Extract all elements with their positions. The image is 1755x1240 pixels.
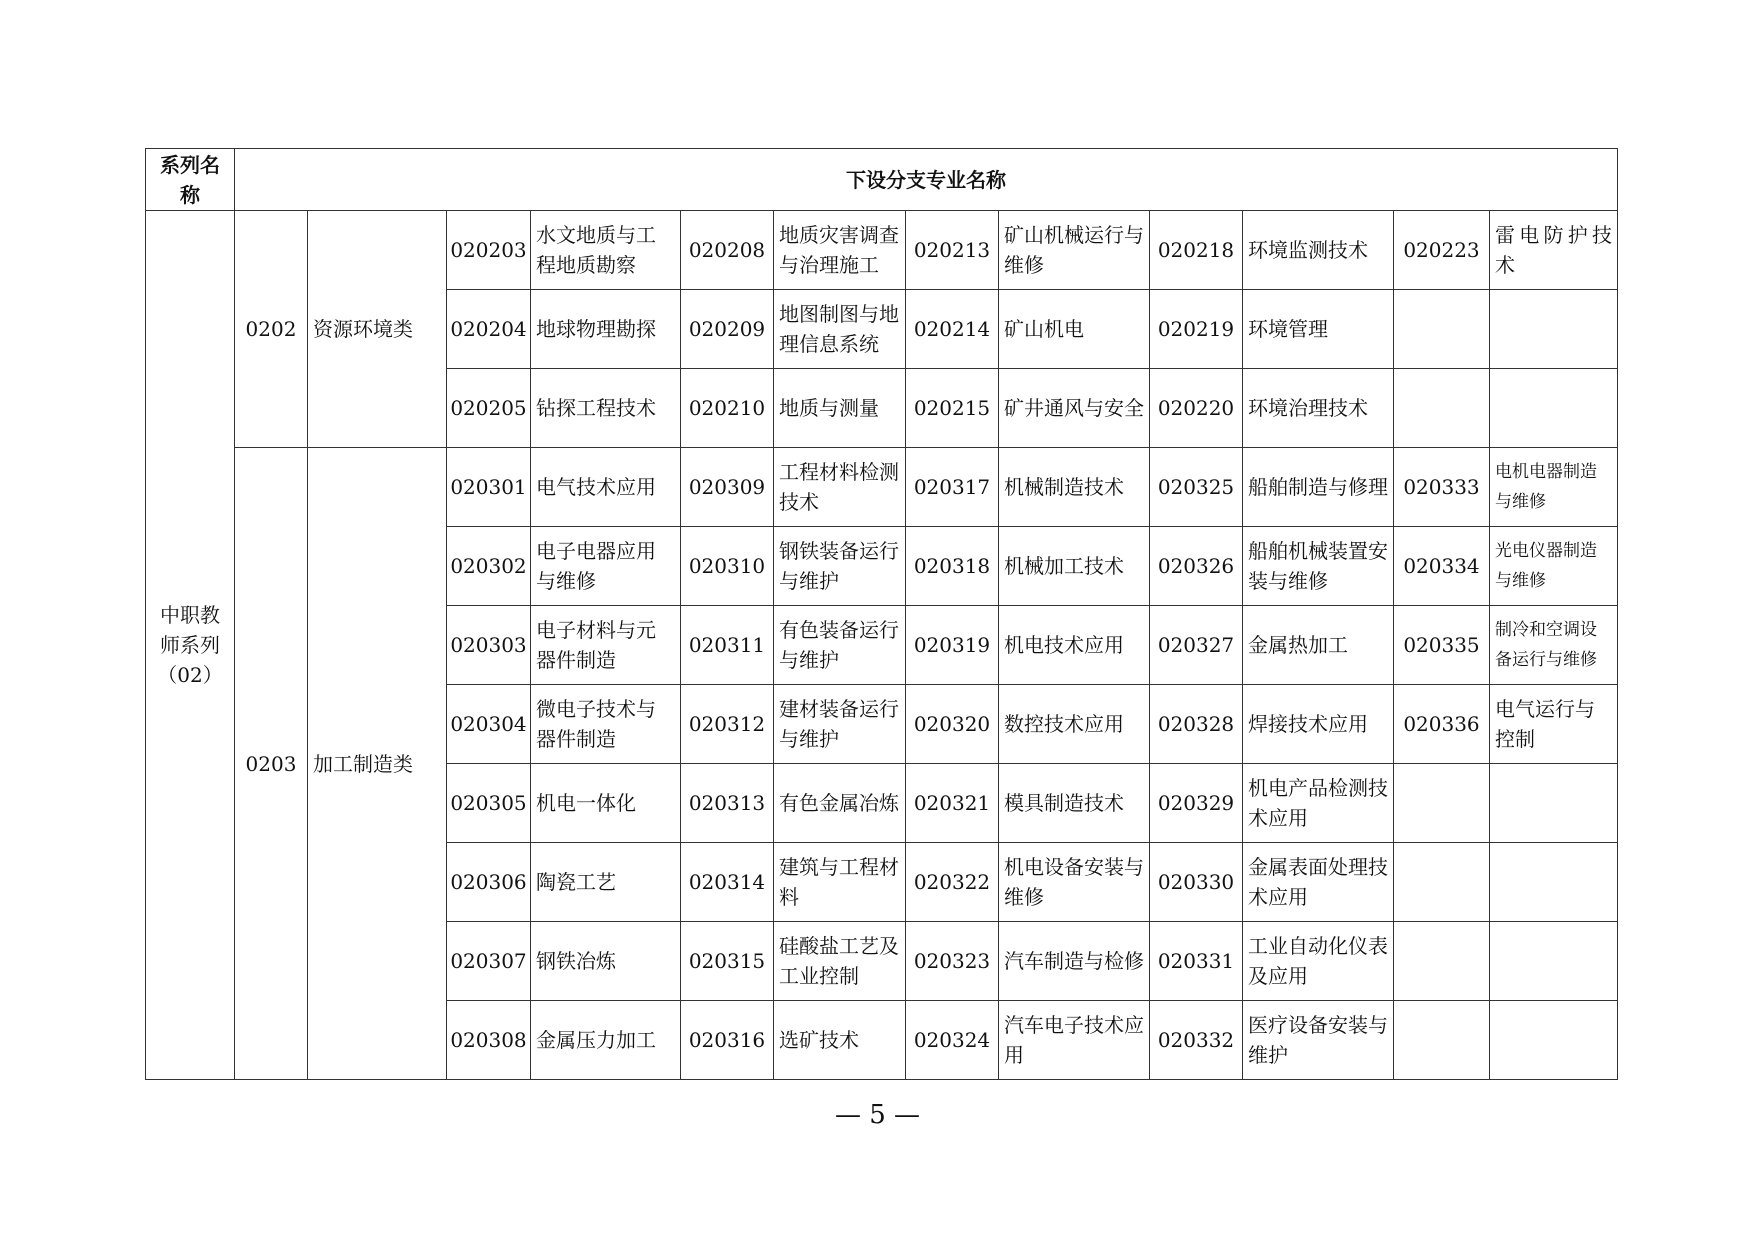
specialty-code-cell: 020203	[447, 211, 531, 290]
specialty-code-cell: 020318	[906, 527, 999, 606]
specialty-code-cell: 020303	[447, 606, 531, 685]
specialty-name-cell: 有色金属冶炼	[774, 764, 906, 843]
specialty-code-cell: 020324	[906, 1001, 999, 1080]
specialty-code-cell: 020301	[447, 448, 531, 527]
specialty-code-cell: 020312	[681, 685, 774, 764]
specialty-name-cell: 水文地质与工程地质勘察	[531, 211, 681, 290]
specialty-code-cell: 020205	[447, 369, 531, 448]
specialty-code-cell: 020325	[1150, 448, 1243, 527]
specialty-code-cell: 020329	[1150, 764, 1243, 843]
specialty-code-cell: 020334	[1394, 527, 1490, 606]
specialty-name-cell: 机电产品检测技术应用	[1243, 764, 1394, 843]
specialty-code-cell: 020323	[906, 922, 999, 1001]
page-number: — 5 —	[834, 1100, 921, 1130]
specialty-code-cell: 020308	[447, 1001, 531, 1080]
specialty-name-cell: 雷电防护技术	[1490, 211, 1618, 290]
specialty-code-cell: 020214	[906, 290, 999, 369]
specialty-code-cell: 020335	[1394, 606, 1490, 685]
category-name-cell: 资源环境类	[308, 211, 447, 448]
specialty-code-cell: 020215	[906, 369, 999, 448]
specialty-code-cell: 020208	[681, 211, 774, 290]
branch-header: 下设分支专业名称	[235, 149, 1618, 211]
specialty-name-cell: 制冷和空调设备运行与维修	[1490, 606, 1618, 685]
specialty-name-cell: 建材装备运行与维护	[774, 685, 906, 764]
specialty-code-cell: 020302	[447, 527, 531, 606]
specialty-name-cell: 环境管理	[1243, 290, 1394, 369]
category-code-cell: 0202	[235, 211, 308, 448]
specialty-name-cell: 钻探工程技术	[531, 369, 681, 448]
specialty-name-cell: 电气技术应用	[531, 448, 681, 527]
specialty-name-cell: 汽车电子技术应用	[999, 1001, 1150, 1080]
category-name-cell: 加工制造类	[308, 448, 447, 1080]
specialty-name-cell: 矿山机电	[999, 290, 1150, 369]
header-row	[146, 149, 1618, 211]
specialty-name-cell: 地图制图与地理信息系统	[774, 290, 906, 369]
specialty-code-cell: 020333	[1394, 448, 1490, 527]
specialty-code-cell: 020220	[1150, 369, 1243, 448]
specialty-code-cell: 020332	[1150, 1001, 1243, 1080]
specialty-code-cell: 020304	[447, 685, 531, 764]
specialty-code-cell: 020306	[447, 843, 531, 922]
specialty-name-cell: 工业自动化仪表及应用	[1243, 922, 1394, 1001]
specialty-name-cell: 钢铁冶炼	[531, 922, 681, 1001]
specialty-name-cell: 建筑与工程材料	[774, 843, 906, 922]
specialty-name-cell: 地质与测量	[774, 369, 906, 448]
specialty-name-cell: 地球物理勘探	[531, 290, 681, 369]
specialty-name-cell	[1490, 922, 1618, 1001]
specialty-code-cell: 020311	[681, 606, 774, 685]
specialty-code-cell: 020209	[681, 290, 774, 369]
specialty-code-cell: 020319	[906, 606, 999, 685]
specialty-code-cell: 020316	[681, 1001, 774, 1080]
specialty-name-cell: 机电技术应用	[999, 606, 1150, 685]
specialty-code-cell	[1394, 290, 1490, 369]
specialty-name-cell: 环境监测技术	[1243, 211, 1394, 290]
specialty-name-cell: 数控技术应用	[999, 685, 1150, 764]
specialty-code-cell: 020314	[681, 843, 774, 922]
specialty-name-cell: 陶瓷工艺	[531, 843, 681, 922]
specialty-name-cell: 硅酸盐工艺及工业控制	[774, 922, 906, 1001]
specialty-name-cell	[1490, 290, 1618, 369]
specialty-code-cell: 020331	[1150, 922, 1243, 1001]
specialty-code-cell: 020321	[906, 764, 999, 843]
specialty-name-cell: 机电一体化	[531, 764, 681, 843]
specialty-code-cell: 020218	[1150, 211, 1243, 290]
specialty-code-cell: 020204	[447, 290, 531, 369]
specialty-name-cell: 电气运行与控制	[1490, 685, 1618, 764]
specialty-name-cell	[1490, 1001, 1618, 1080]
specialty-code-cell: 020317	[906, 448, 999, 527]
specialty-code-cell: 020315	[681, 922, 774, 1001]
specialty-name-cell	[1490, 764, 1618, 843]
specialty-table	[145, 148, 1618, 1080]
specialty-name-cell: 机械加工技术	[999, 527, 1150, 606]
table-row	[146, 211, 1618, 290]
specialty-name-cell: 有色装备运行与维护	[774, 606, 906, 685]
specialty-code-cell	[1394, 369, 1490, 448]
specialty-code-cell: 020307	[447, 922, 531, 1001]
specialty-name-cell: 金属表面处理技术应用	[1243, 843, 1394, 922]
specialty-code-cell: 020336	[1394, 685, 1490, 764]
specialty-name-cell: 工程材料检测技术	[774, 448, 906, 527]
specialty-code-cell: 020330	[1150, 843, 1243, 922]
specialty-name-cell: 机电设备安装与维修	[999, 843, 1150, 922]
specialty-code-cell: 020210	[681, 369, 774, 448]
category-code-cell: 0203	[235, 448, 308, 1080]
specialty-name-cell: 钢铁装备运行与维护	[774, 527, 906, 606]
specialty-name-cell: 矿井通风与安全	[999, 369, 1150, 448]
specialty-code-cell: 020213	[906, 211, 999, 290]
specialty-name-cell: 电子电器应用与维修	[531, 527, 681, 606]
specialty-name-cell	[1490, 843, 1618, 922]
specialty-code-cell	[1394, 922, 1490, 1001]
specialty-name-cell	[1490, 369, 1618, 448]
specialty-code-cell	[1394, 764, 1490, 843]
specialty-code-cell: 020320	[906, 685, 999, 764]
specialty-name-cell: 电子材料与元器件制造	[531, 606, 681, 685]
specialty-name-cell: 微电子技术与器件制造	[531, 685, 681, 764]
specialty-name-cell: 医疗设备安装与维护	[1243, 1001, 1394, 1080]
specialty-name-cell: 焊接技术应用	[1243, 685, 1394, 764]
specialty-code-cell: 020313	[681, 764, 774, 843]
specialty-name-cell: 地质灾害调查与治理施工	[774, 211, 906, 290]
specialty-code-cell: 020322	[906, 843, 999, 922]
specialty-code-cell: 020219	[1150, 290, 1243, 369]
specialty-name-cell: 模具制造技术	[999, 764, 1150, 843]
series-name-cell: 中职教师系列（02）	[146, 211, 235, 1080]
specialty-name-cell: 环境治理技术	[1243, 369, 1394, 448]
specialty-name-cell: 矿山机械运行与维修	[999, 211, 1150, 290]
specialty-code-cell	[1394, 843, 1490, 922]
specialty-code-cell: 020223	[1394, 211, 1490, 290]
specialty-name-cell: 金属压力加工	[531, 1001, 681, 1080]
specialty-name-cell: 金属热加工	[1243, 606, 1394, 685]
specialty-code-cell	[1394, 1001, 1490, 1080]
specialty-name-cell: 选矿技术	[774, 1001, 906, 1080]
specialty-name-cell: 电机电器制造与维修	[1490, 448, 1618, 527]
specialty-name-cell: 船舶制造与修理	[1243, 448, 1394, 527]
specialty-code-cell: 020310	[681, 527, 774, 606]
table-row	[146, 448, 1618, 527]
specialty-name-cell: 船舶机械装置安装与维修	[1243, 527, 1394, 606]
specialty-name-cell: 汽车制造与检修	[999, 922, 1150, 1001]
specialty-name-cell: 光电仪器制造与维修	[1490, 527, 1618, 606]
specialty-code-cell: 020326	[1150, 527, 1243, 606]
specialty-code-cell: 020328	[1150, 685, 1243, 764]
specialty-name-cell: 机械制造技术	[999, 448, 1150, 527]
specialty-code-cell: 020309	[681, 448, 774, 527]
series-header: 系列名称	[146, 149, 235, 211]
specialty-code-cell: 020327	[1150, 606, 1243, 685]
specialty-code-cell: 020305	[447, 764, 531, 843]
